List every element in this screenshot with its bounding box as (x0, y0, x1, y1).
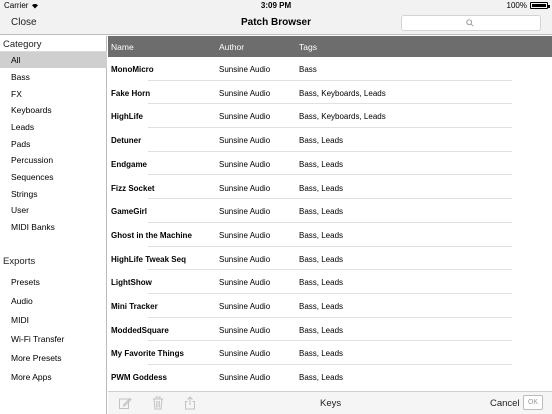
table-header (108, 36, 552, 57)
patch-tags: Bass, Leads (299, 373, 344, 383)
status-time: 3:09 PM (260, 1, 292, 10)
patch-author: Sunsine Audio (219, 65, 271, 74)
patch-tags: Bass, Keyboards, Leads (299, 88, 386, 98)
table-row[interactable] (108, 341, 552, 365)
patch-name: Mini Tracker (111, 302, 158, 311)
patch-tags: Bass, Leads (299, 325, 344, 335)
patch-author: Sunsine Audio (219, 254, 271, 264)
table-row[interactable] (108, 270, 552, 294)
patch-author: Sunsine Audio (219, 302, 271, 311)
patch-tags: Bass, Leads (299, 183, 344, 193)
patch-name: Endgame (111, 159, 148, 169)
exports-header: Exports (3, 256, 36, 267)
table-row[interactable] (108, 294, 552, 318)
share-icon[interactable] (183, 396, 197, 410)
trash-icon[interactable] (151, 396, 165, 410)
sidebar-item-sequences[interactable] (0, 169, 107, 185)
sidebar-item-label: Audio (11, 296, 33, 306)
table-row[interactable] (108, 318, 552, 342)
sidebar-item-leads[interactable] (0, 119, 107, 135)
page-title: Patch Browser (240, 17, 312, 28)
sidebar-item-label: Presets (11, 277, 40, 287)
sidebar-item-fx[interactable] (0, 86, 107, 102)
column-header-author[interactable]: Author (219, 42, 245, 52)
bottom-toolbar (108, 391, 552, 414)
patch-author: Sunsine Audio (219, 230, 271, 240)
cancel-button[interactable]: Cancel (490, 398, 520, 409)
sidebar-item-wifi-transfer[interactable] (0, 331, 107, 347)
patch-tags: Bass, Leads (299, 254, 344, 264)
sidebar-item-label: FX (11, 89, 22, 99)
sidebar-item-pads[interactable] (0, 136, 107, 152)
battery-icon (530, 2, 548, 9)
sidebar-item-midi[interactable] (0, 312, 107, 328)
patch-tags: Bass, Leads (299, 159, 344, 169)
sidebar-item-label: Wi-Fi Transfer (11, 334, 65, 344)
patch-name: LightShow (111, 278, 152, 288)
patch-list[interactable] (108, 57, 552, 391)
sidebar-item-strings[interactable] (0, 186, 107, 202)
search-input[interactable] (401, 15, 541, 31)
sidebar-item-label: Leads (11, 122, 35, 132)
patch-name: MonoMicro (111, 65, 154, 74)
close-button[interactable]: Close (11, 17, 37, 28)
patch-author: Sunsine Audio (219, 278, 271, 288)
ok-button[interactable]: OK (523, 395, 543, 410)
sidebar-item-keyboards[interactable] (0, 102, 107, 118)
patch-tags: Bass, Leads (299, 278, 344, 288)
table-row[interactable] (108, 152, 552, 176)
patch-author: Sunsine Audio (219, 183, 271, 193)
patch-name: PWM Goddess (111, 373, 168, 383)
sidebar-item-label: Sequences (11, 172, 54, 182)
patch-author: Sunsine Audio (219, 136, 271, 146)
status-bar (0, 0, 552, 12)
sidebar-item-label: Pads (11, 139, 31, 149)
patch-tags: Bass, Leads (299, 302, 344, 311)
sidebar-item-label: Percussion (11, 155, 54, 165)
patch-name: Detuner (111, 136, 142, 146)
patch-author: Sunsine Audio (219, 325, 271, 335)
sidebar-item-percussion[interactable] (0, 152, 107, 168)
column-header-name[interactable]: Name (111, 42, 134, 52)
sidebar-item-label: Keyboards (11, 105, 52, 115)
sidebar-item-all[interactable] (0, 52, 107, 68)
table-row[interactable] (108, 104, 552, 128)
sidebar-item-more-presets[interactable] (0, 350, 107, 366)
patch-name: Fake Horn (111, 88, 151, 98)
patch-author: Sunsine Audio (219, 373, 271, 383)
sidebar-item-label: MIDI Banks (11, 222, 55, 232)
sidebar-item-label: Strings (11, 189, 38, 199)
sidebar-item-bass[interactable] (0, 69, 107, 85)
patch-name: HighLife (111, 112, 143, 122)
battery-percent: 100% (506, 1, 527, 10)
table-row[interactable] (108, 247, 552, 271)
table-row[interactable] (108, 128, 552, 152)
patch-author: Sunsine Audio (219, 349, 271, 359)
category-header: Category (3, 39, 42, 50)
patch-tags: Bass, Keyboards, Leads (299, 112, 386, 122)
patch-author: Sunsine Audio (219, 112, 271, 122)
patch-tags: Bass (299, 65, 317, 74)
sidebar-item-label: Bass (11, 72, 30, 82)
table-row[interactable] (108, 176, 552, 200)
sidebar-item-more-apps[interactable] (0, 369, 107, 385)
carrier-label: Carrier (4, 1, 29, 10)
table-row[interactable] (108, 199, 552, 223)
sidebar (0, 36, 107, 414)
patch-name: Ghost in the Machine (111, 230, 192, 240)
keys-button[interactable]: Keys (320, 398, 342, 409)
patch-tags: Bass, Leads (299, 349, 344, 359)
patch-name: Fizz Socket (111, 183, 155, 193)
sidebar-item-presets[interactable] (0, 274, 107, 290)
sidebar-item-user[interactable] (0, 202, 107, 218)
table-row[interactable] (108, 81, 552, 105)
sidebar-item-label: More Presets (11, 353, 62, 363)
patch-name: HighLife Tweak Seq (111, 254, 186, 264)
sidebar-item-midi-banks[interactable] (0, 219, 107, 235)
sidebar-item-label: User (11, 205, 29, 215)
table-row[interactable] (108, 57, 552, 81)
column-header-tags[interactable]: Tags (299, 42, 317, 52)
patch-author: Sunsine Audio (219, 159, 271, 169)
pencil-edit-icon[interactable] (118, 396, 132, 410)
patch-author: Sunsine Audio (219, 88, 271, 98)
patch-name: GameGirl (111, 207, 148, 217)
patch-name: My Favorite Things (111, 349, 184, 359)
sidebar-item-label: MIDI (11, 315, 29, 325)
patch-tags: Bass, Leads (299, 207, 344, 217)
search-icon (466, 19, 474, 27)
table-row[interactable] (108, 223, 552, 247)
patch-name: ModdedSquare (111, 325, 169, 335)
sidebar-item-audio[interactable] (0, 293, 107, 309)
table-row[interactable] (108, 365, 552, 389)
sidebar-item-label: All (11, 55, 21, 65)
sidebar-item-label: More Apps (11, 372, 52, 382)
nav-bar (0, 12, 552, 35)
patch-tags: Bass, Leads (299, 136, 344, 146)
patch-author: Sunsine Audio (219, 207, 271, 217)
status-right (507, 1, 548, 10)
patch-tags: Bass, Leads (299, 230, 344, 240)
